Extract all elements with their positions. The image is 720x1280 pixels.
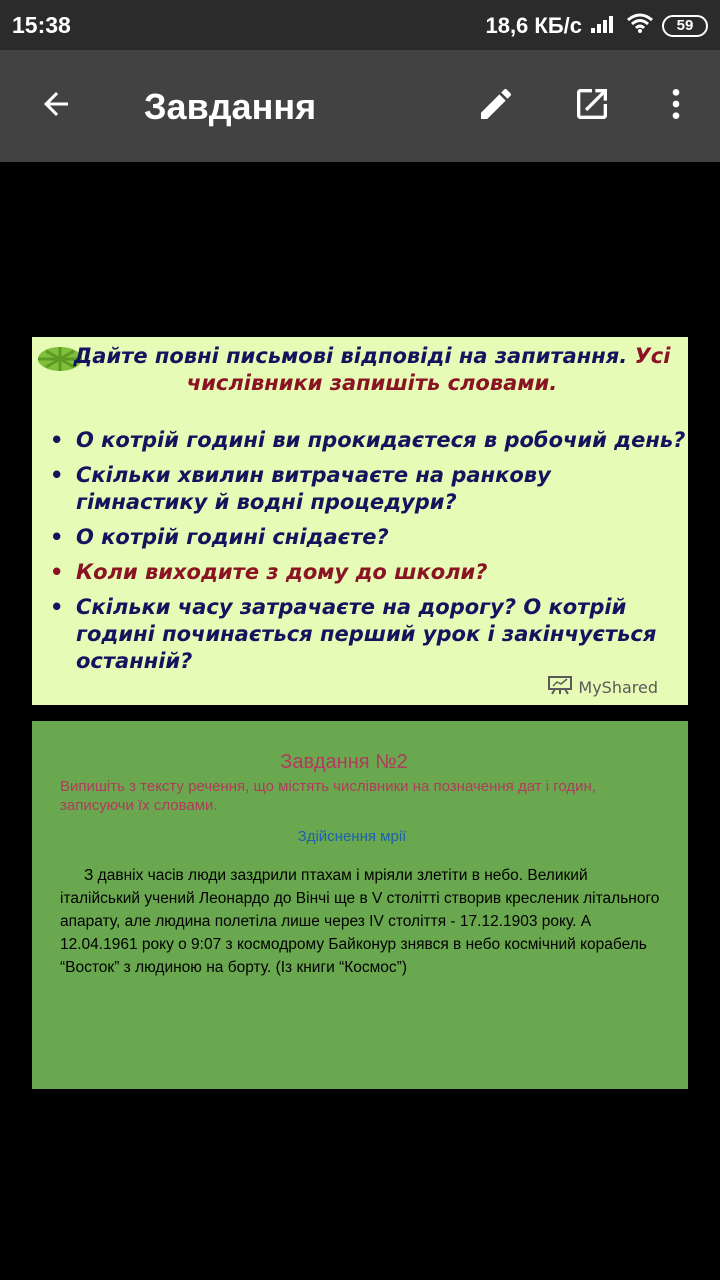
slide2-text: З давніх часів люди заздрили птахам і мріяли злетіти в небо. Великий італійський учений Леонардо до Вінчі ще в V столітті створив кресленик літального апарату, але людина полетіла лише через IV століття - 17.12.1903 року. А 12.04.1961 року о 9:07 з космодрому Байконур знявся в небо космічний корабель “Восток” з людиною на борту. (Із книги “Космос”): [60, 867, 660, 976]
more-vert-icon: [656, 84, 696, 129]
status-time: 15:38: [12, 12, 71, 38]
presentation-board-icon: [547, 675, 573, 699]
slide2-subtitle: Здійснення мрії: [297, 828, 407, 845]
edit-button[interactable]: [468, 78, 524, 134]
watermark-text: MyShared: [578, 677, 658, 697]
list-item: • О котрій годині снідаєте?: [46, 524, 686, 551]
slide-task-2: [32, 721, 688, 1089]
open-external-button[interactable]: [564, 78, 620, 134]
wifi-icon: [626, 12, 654, 40]
app-bar: [0, 50, 720, 162]
network-speed: 18,6 КБ/с: [485, 13, 582, 38]
more-options-button[interactable]: [648, 78, 704, 134]
page-title: Завдання: [144, 86, 317, 127]
battery-icon: 59: [662, 15, 708, 37]
arrow-back-icon: [38, 86, 74, 127]
signal-icon: [590, 12, 618, 40]
myshared-watermark: [547, 675, 658, 699]
list-item: • Коли виходите з дому до школи?: [46, 559, 686, 586]
slide1-heading-accent: Усі числівники запишіть словами.: [186, 344, 671, 395]
back-button[interactable]: [28, 78, 84, 134]
list-item: • О котрій годині ви прокидаєтеся в робочий день?: [46, 427, 686, 454]
slide2-title: Завдання №2: [280, 751, 408, 773]
status-bar: [0, 0, 720, 50]
list-item: • Скільки часу затрачаєте на дорогу? О котрій годині починається перший урок і закінчується останній?: [46, 594, 686, 675]
list-item: • Скільки хвилин витрачаєте на ранкову гімнастику й водні процедури?: [46, 462, 686, 516]
slide-questions: [32, 337, 688, 705]
slide1-heading: [72, 343, 672, 397]
question-list: [46, 427, 686, 683]
status-indicators: [485, 12, 708, 40]
pencil-icon: [476, 84, 516, 129]
slide2-task: Випишіть з тексту речення, що містять числівники на позначення дат і годин, записуючи їх словами.: [60, 778, 597, 814]
slide1-heading-main: Дайте повні письмові відповіді на запитання.: [73, 344, 628, 368]
open-external-icon: [572, 84, 612, 129]
